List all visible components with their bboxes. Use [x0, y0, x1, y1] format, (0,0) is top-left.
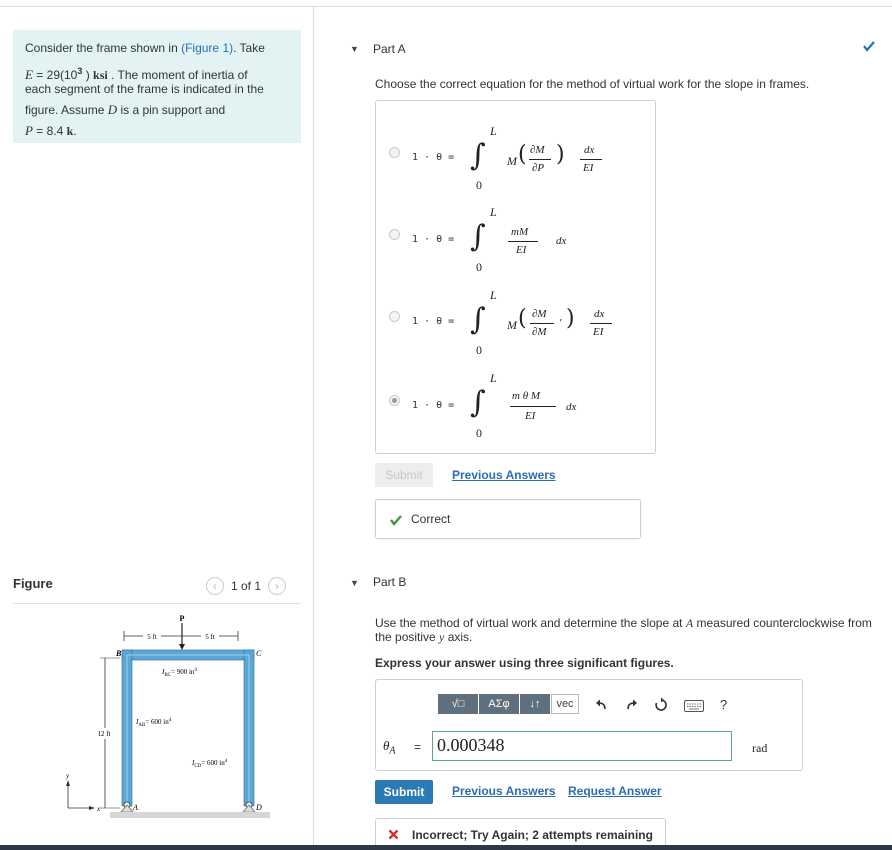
templates-button[interactable]: √□	[438, 694, 478, 714]
I-BC-label: $I_{BC}= 900$ $in^4$	[162, 668, 197, 678]
integral-icon: ∫	[470, 219, 486, 254]
help-button[interactable]: ?	[720, 697, 728, 712]
part-a-title[interactable]: Part A	[373, 42, 406, 56]
dim-right-label: 5 ft	[205, 633, 215, 641]
part-a-submit-button: Submit	[375, 463, 433, 487]
figure-link[interactable]: (Figure 1)	[181, 41, 234, 55]
height-label: 12 ft	[97, 730, 111, 738]
top-divider	[0, 6, 892, 7]
joint-C-label: C	[256, 649, 262, 658]
joint-D-label: D	[256, 803, 262, 812]
choice-4-radio[interactable]	[389, 395, 400, 406]
incorrect-x-icon	[388, 829, 399, 840]
choice-1-radio[interactable]	[389, 147, 400, 158]
keyboard-icon[interactable]	[684, 700, 704, 712]
part-b-previous-answers-link[interactable]: Previous Answers	[452, 784, 556, 798]
pager-count: 1 of 1	[231, 579, 262, 593]
bottom-bar	[0, 845, 892, 850]
ground	[110, 812, 270, 818]
part-b-feedback: Incorrect; Try Again; 2 attempts remaining	[375, 818, 666, 850]
part-a-prompt: Choose the correct equation for the method of virtual work for the slope in frames.	[375, 77, 810, 91]
part-a-complete-check-icon	[862, 40, 876, 52]
part-a-toggle-icon[interactable]: ▼	[350, 44, 359, 54]
part-a-previous-answers-link[interactable]: Previous Answers	[452, 468, 556, 482]
request-answer-link[interactable]: Request Answer	[568, 784, 662, 798]
integral-icon: ∫	[470, 385, 486, 420]
chevron-left-icon[interactable]: ‹	[206, 577, 224, 595]
theta-label: $\theta_A$	[383, 738, 396, 757]
I-AB-label: $I_{AB}= 600$ $in^4$	[136, 718, 172, 728]
figure-pager	[206, 577, 286, 595]
integral-icon: ∫	[470, 138, 486, 173]
integral-icon: ∫	[470, 302, 486, 337]
svg-text:x: x	[97, 805, 101, 813]
I-CD-label: $I_{CD}= 600$ $in^4$	[192, 759, 228, 769]
dim-left-label: 5 ft	[147, 633, 157, 641]
load-label-P: P	[179, 614, 185, 623]
column-divider	[313, 6, 314, 846]
chevron-right-icon[interactable]: ›	[268, 577, 286, 595]
subscript-button[interactable]: ↓↑	[520, 694, 550, 714]
frame-figure	[60, 608, 300, 833]
undo-icon[interactable]	[594, 698, 608, 712]
figure-rule	[13, 603, 301, 604]
vec-button[interactable]: vec	[551, 694, 579, 714]
reset-icon[interactable]	[653, 697, 669, 713]
joint-B-label: B	[116, 649, 122, 658]
part-b-title[interactable]: Part B	[373, 575, 407, 589]
part-b-prompt: Use the method of virtual work and determine the slope at A measured counterclockwise from the positive y axis.	[375, 616, 872, 644]
greek-button[interactable]: ΑΣφ	[479, 694, 519, 714]
choice-2-radio[interactable]	[389, 229, 400, 240]
joint-A-label: A	[133, 803, 138, 812]
unit-label: rad	[752, 741, 768, 755]
part-b-instruction: Express your answer using three significant figures.	[375, 656, 674, 670]
redo-icon[interactable]	[625, 698, 639, 712]
choice-3-radio[interactable]	[389, 311, 400, 322]
part-b-toggle-icon[interactable]: ▼	[350, 578, 359, 588]
part-b-submit-button[interactable]: Submit	[375, 780, 433, 804]
answer-input[interactable]: 0.000348	[432, 731, 732, 761]
part-a-feedback: Correct	[375, 499, 641, 539]
svg-text:y: y	[66, 772, 70, 780]
problem-statement: Consider the frame shown in (Figure 1). Take $E = 29(10^3$ ) ksi . The moment of inertia of each segment of the frame is indicated in the figure. Assume D is a pin support and P = 8.4 k.	[13, 30, 301, 143]
check-icon	[389, 514, 403, 526]
intro-text: Consider the frame shown in	[25, 41, 178, 55]
figure-label: Figure	[13, 576, 53, 591]
